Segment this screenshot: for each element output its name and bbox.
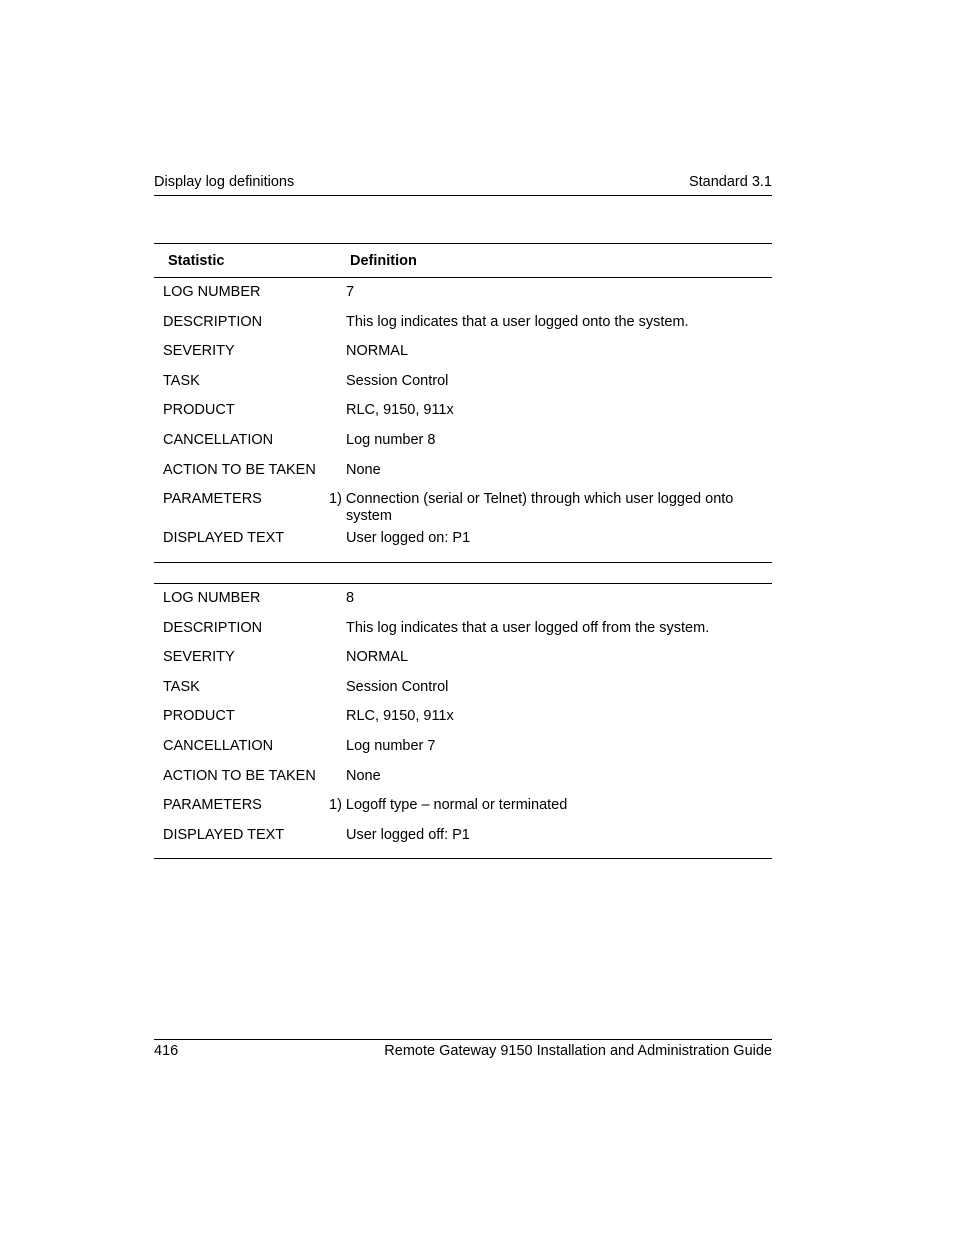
page-number: 416 [154, 1043, 179, 1059]
statistic-cell: CANCELLATION [163, 737, 274, 754]
statistic-cell: TASK [163, 678, 200, 695]
table-row [154, 674, 772, 704]
statistic-cell: PRODUCT [163, 402, 235, 419]
definition-cell: RLC, 9150, 911x [346, 402, 454, 419]
table-row [154, 397, 772, 427]
statistic-cell: CANCELLATION [163, 431, 274, 448]
document-title: Remote Gateway 9150 Installation and Administration Guide [384, 1043, 772, 1059]
statistic-cell: ACTION TO BE TAKEN [163, 461, 316, 478]
statistic-cell: PARAMETERS [163, 797, 262, 814]
table-row [154, 644, 772, 674]
running-header [154, 174, 772, 196]
statistic-cell: DESCRIPTION [163, 619, 263, 636]
table-row [154, 792, 772, 822]
log-table-8 [154, 583, 772, 859]
table-row [154, 733, 772, 763]
table-row [154, 486, 772, 525]
table-row [154, 525, 772, 562]
statistic-cell: PRODUCT [163, 708, 235, 725]
statistic-cell: DISPLAYED TEXT [163, 530, 285, 547]
table-row [154, 822, 772, 859]
standard-version: Standard 3.1 [688, 174, 772, 190]
definition-cell: Log number 7 [346, 737, 436, 754]
statistic-cell: SEVERITY [163, 343, 235, 360]
definition-cell: 1) Connection (serial or Telnet) through which user logged onto system [329, 491, 734, 525]
definition-cell: None [346, 461, 381, 478]
statistic-cell: TASK [163, 372, 200, 389]
definition-cell: Session Control [346, 372, 449, 389]
definition-cell: NORMAL [346, 649, 409, 666]
table-row [154, 309, 772, 339]
definition-cell: 1) Logoff type – normal or terminated [329, 797, 568, 814]
definition-cell: 7 [346, 284, 355, 300]
definition-cell: NORMAL [346, 343, 409, 360]
table-row [154, 278, 772, 309]
definition-cell: Log number 8 [346, 431, 436, 448]
table-row [154, 427, 772, 457]
table-row [154, 615, 772, 645]
definition-cell: 8 [346, 590, 355, 606]
statistic-cell: DESCRIPTION [163, 313, 263, 330]
statistic-cell: SEVERITY [163, 649, 235, 666]
definition-cell: Session Control [346, 678, 449, 695]
statistic-cell: ACTION TO BE TAKEN [163, 767, 316, 784]
column-header-statistic: Statistic [154, 244, 346, 278]
table-row [154, 763, 772, 793]
definition-cell: This log indicates that a user logged off from the system. [346, 619, 710, 636]
table-header-row [154, 244, 772, 278]
table-row [154, 368, 772, 398]
section-title: Display log definitions [154, 174, 295, 190]
log-table-7 [154, 243, 772, 563]
column-header-definition: Definition [346, 244, 772, 278]
table-row [154, 338, 772, 368]
table-row [154, 584, 772, 615]
statistic-cell: LOG NUMBER [163, 284, 261, 300]
definition-cell: None [346, 767, 381, 784]
statistic-cell: LOG NUMBER [163, 590, 261, 606]
statistic-cell: DISPLAYED TEXT [163, 826, 285, 843]
running-footer [154, 1039, 772, 1059]
statistic-cell: PARAMETERS [163, 491, 262, 508]
table-row [154, 457, 772, 487]
definition-cell: RLC, 9150, 911x [346, 708, 454, 725]
definition-cell: This log indicates that a user logged onto the system. [346, 313, 689, 330]
definition-cell: User logged off: P1 [346, 826, 470, 843]
definition-cell: User logged on: P1 [346, 530, 471, 547]
table-row [154, 703, 772, 733]
